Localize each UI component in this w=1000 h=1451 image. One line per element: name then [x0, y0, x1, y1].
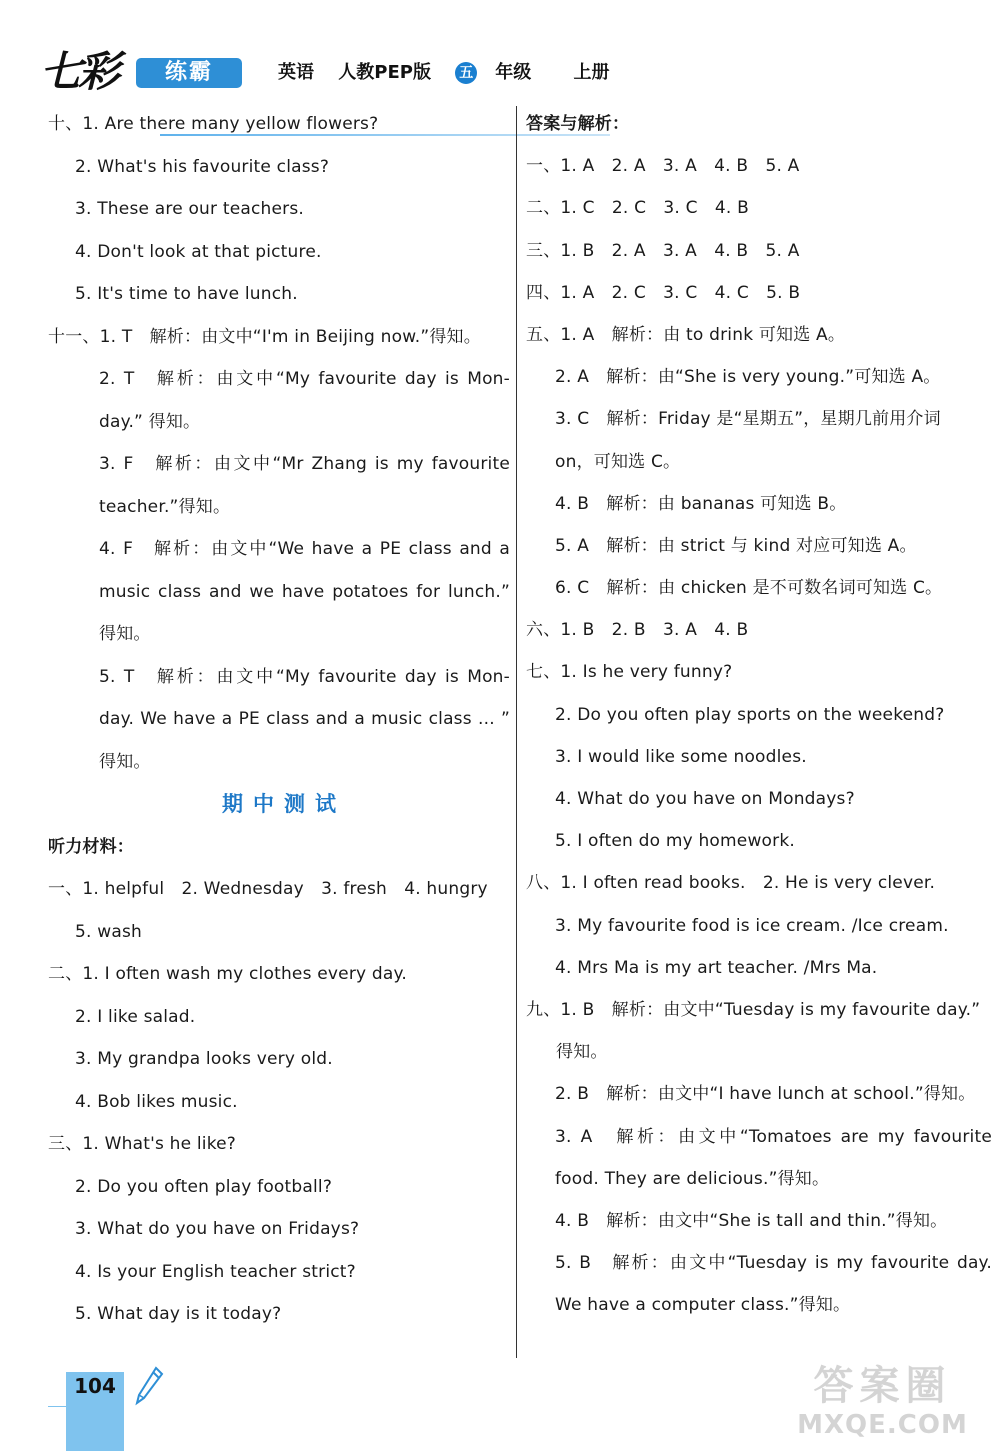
watermark [770, 1362, 995, 1447]
left-line: 三、1. What's he like? [48, 1134, 237, 1154]
left-line: 3. My grandpa looks very old. [75, 1049, 333, 1069]
right-line: 6. C 解析：由 chicken 是不可数名词可知选 C。 [555, 578, 943, 599]
left-line: 3. These are our teachers. [75, 199, 304, 219]
subject-label: 英语 [278, 62, 314, 83]
right-line: 五、1. A 解析：由 to drink 可知选 A。 [526, 324, 846, 345]
left-line: 4. Don't look at that picture. [75, 241, 322, 262]
left-line: teacher.”得知。 [99, 496, 231, 517]
left-line: 5. wash [75, 921, 142, 942]
footer-line [48, 1406, 66, 1407]
grade-text: 年级 [495, 62, 532, 83]
right-line: 九、1. B 解析：由文中“Tuesday is my favourite day.” [526, 999, 981, 1020]
right-line: 5. A 解析：由 strict 与 kind 对应可知选 A。 [555, 535, 917, 556]
right-column [526, 103, 992, 1326]
right-line: 3. I would like some noodles. [555, 746, 807, 767]
left-column [48, 103, 510, 1336]
right-line: 四、1. A 2. C 3. C 4. C 5. B [526, 282, 801, 303]
brand-badge: 练霸 [136, 58, 242, 88]
volume-label: 上册 [573, 62, 610, 83]
left-line: music class and we have potatoes for lunch.” [99, 581, 510, 602]
page-footer [48, 1366, 168, 1451]
left-line: 5. What day is it today? [75, 1304, 282, 1324]
right-line: 5. B 解析：由文中“Tuesday is my favourite day. [555, 1253, 992, 1274]
listening-material-label: 听力材料： [48, 836, 134, 857]
page-header [40, 47, 610, 100]
right-line: 二、1. C 2. C 3. C 4. B [526, 198, 749, 219]
right-line: 5. I often do my homework. [555, 831, 795, 852]
left-line: 二、1. I often wash my clothes every day. [48, 964, 407, 984]
right-line: 一、1. A 2. A 3. A 4. B 5. A [526, 156, 800, 177]
right-line: 3. C 解析：Friday 是“星期五”，星期几前用介词 [555, 409, 941, 430]
section-title: 期中测试 [222, 792, 346, 816]
left-line: 4. Is your English teacher strict? [75, 1261, 356, 1282]
right-line: 4. What do you have on Mondays? [555, 789, 855, 809]
grade-number-badge: 五 [455, 62, 477, 84]
left-line: 得知。 [99, 751, 151, 772]
left-line: 十一、1. T 解析：由文中“I'm in Beijing now.”得知。 [48, 326, 481, 347]
right-line: 2. Do you often play sports on the weekend? [555, 704, 945, 725]
right-line: 4. B 解析：由 bananas 可知选 B。 [555, 493, 847, 514]
right-line: 得知。 [556, 1042, 608, 1063]
right-line: 三、1. B 2. A 3. A 4. B 5. A [526, 240, 800, 261]
left-line: 5. T 解析：由文中“My favourite day is Mon- [99, 666, 510, 687]
right-line: 3. A 解析：由文中“Tomatoes are my favourite [555, 1126, 992, 1147]
page-number: 104 [74, 1374, 116, 1398]
left-line: 4. Bob likes music. [75, 1091, 238, 1112]
answer-key-label: 答案与解析： [526, 114, 630, 134]
right-line: 2. B 解析：由文中“I have lunch at school.”得知。 [555, 1084, 976, 1105]
left-line: day. We have a PE class and a music class ... ” [99, 709, 510, 729]
book-info [278, 60, 628, 86]
left-line: 5. It's time to have lunch. [75, 284, 298, 304]
left-line: 3. F 解析：由文中“Mr Zhang is my favourite [99, 454, 510, 474]
right-line: 4. B 解析：由文中“She is tall and thin.”得知。 [555, 1210, 948, 1231]
right-line: 七、1. Is he very funny? [526, 662, 733, 683]
left-line: 4. F 解析：由文中“We have a PE class and a [99, 539, 510, 559]
left-line: 3. What do you have on Fridays? [75, 1219, 360, 1239]
left-line: 2. I like salad. [75, 1006, 196, 1027]
right-line: on，可知选 C。 [555, 451, 681, 472]
edition-label: 人教PEP版 [338, 62, 431, 83]
left-line: 一、1. helpful 2. Wednesday 3. fresh 4. hungry [48, 879, 488, 899]
watermark-line2: MXQE.COM [797, 1410, 968, 1440]
pencil-icon [134, 1366, 164, 1406]
left-line: 2. What's his favourite class? [75, 156, 330, 177]
column-divider [516, 106, 517, 1358]
right-line: food. They are delicious.”得知。 [555, 1168, 830, 1189]
right-line: 2. A 解析：由“She is very young.”可知选 A。 [555, 367, 941, 388]
right-line: 六、1. B 2. B 3. A 4. B [526, 620, 749, 641]
right-line: 4. Mrs Ma is my art teacher. /Mrs Ma. [555, 957, 878, 978]
left-line: 2. T 解析：由文中“My favourite day is Mon- [99, 369, 510, 389]
watermark-line1: 答案圈 [813, 1363, 952, 1409]
left-line: day.” 得知。 [99, 411, 201, 432]
left-line: 得知。 [99, 624, 151, 644]
left-line: 十、1. Are there many yellow flowers? [48, 114, 379, 134]
grade-label [455, 62, 549, 83]
left-line: 2. Do you often play football? [75, 1176, 333, 1197]
right-line: We have a computer class.”得知。 [555, 1295, 851, 1316]
right-line: 3. My favourite food is ice cream. /Ice cream. [555, 915, 949, 936]
brand-logo: 七彩 [40, 47, 117, 96]
right-line: 八、1. I often read books. 2. He is very clever. [526, 873, 936, 894]
